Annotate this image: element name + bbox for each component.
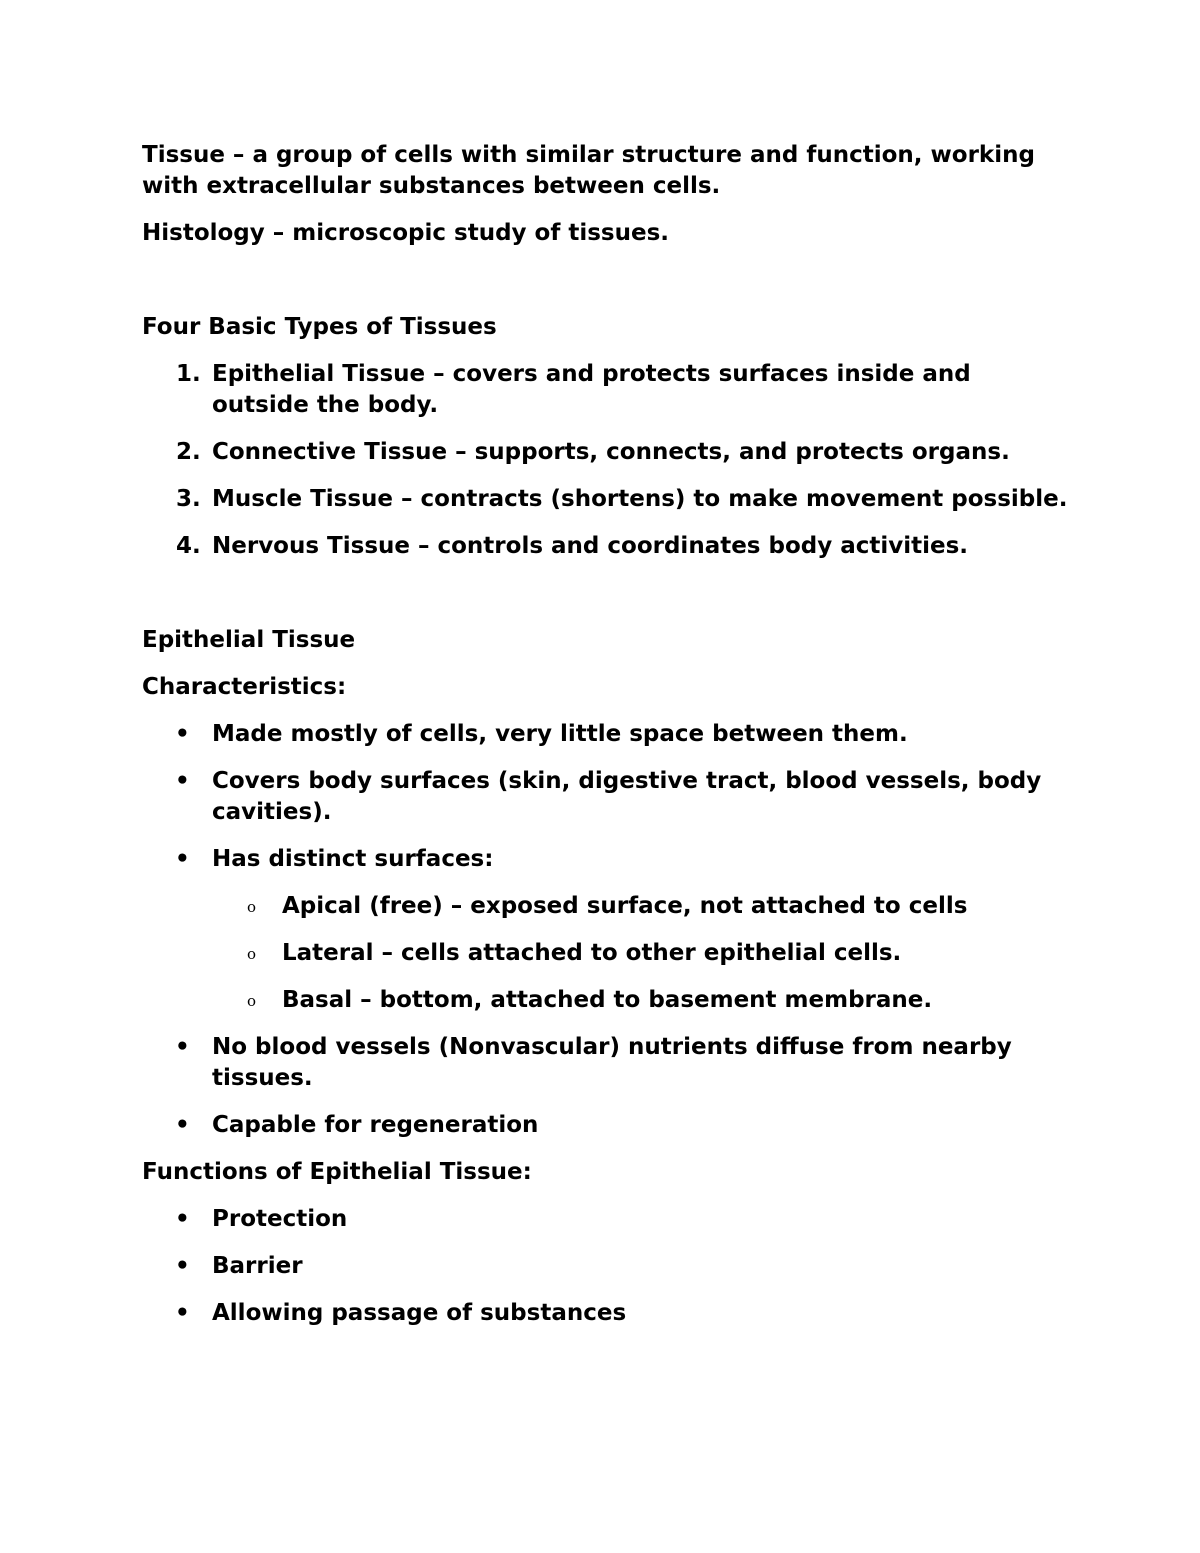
basic-types-list [142, 359, 1072, 562]
list-item-text: Connective Tissue – supports, connects, and protects organs. [212, 439, 1010, 465]
list-number: 1. [176, 361, 201, 387]
list-item-text: Covers body surfaces (skin, digestive tract, blood vessels, body cavities). [212, 768, 1042, 825]
bullet-icon: • [175, 1300, 190, 1326]
sub-list-item-text: Basal – bottom, attached to basement membrane. [282, 987, 933, 1013]
sub-list-item-text: Lateral – cells attached to other epithelial cells. [282, 940, 902, 966]
list-item-text: Barrier [212, 1253, 303, 1279]
bullet-icon: • [175, 846, 190, 872]
list-item [142, 1110, 1072, 1141]
list-number: 3. [176, 486, 201, 512]
histology-definition: Histology – microscopic study of tissues. [142, 220, 670, 246]
tissue-definition: Tissue – a group of cells with similar structure and function, working with extracellular substances between cells. [142, 142, 1035, 199]
list-item-text: Has distinct surfaces: [212, 846, 494, 872]
blank-line [142, 265, 1072, 312]
list-item [142, 484, 1072, 515]
list-item-text: Allowing passage of substances [212, 1300, 627, 1326]
sub-list-item [212, 985, 1072, 1016]
list-item [142, 1251, 1072, 1282]
list-item [142, 844, 1072, 1016]
sub-list-item [212, 891, 1072, 922]
sub-list-item-text: Apical (free) – exposed surface, not attached to cells [282, 893, 968, 919]
list-item [142, 1298, 1072, 1329]
list-item [142, 719, 1072, 750]
bullet-icon: • [175, 1206, 190, 1232]
circle-bullet-icon: o [247, 992, 257, 1010]
list-item [142, 437, 1072, 468]
bullet-icon: • [175, 768, 190, 794]
list-item-text: Epithelial Tissue – covers and protects surfaces inside and outside the body. [212, 361, 971, 418]
list-item-text: No blood vessels (Nonvascular) nutrients diffuse from nearby tissues. [212, 1034, 1012, 1091]
bullet-icon: • [175, 1253, 190, 1279]
functions-list [142, 1204, 1072, 1329]
document-body [142, 140, 1072, 1345]
list-number: 2. [176, 439, 201, 465]
list-item-text: Protection [212, 1206, 348, 1232]
list-item [142, 359, 1072, 421]
epithelial-heading: Epithelial Tissue [142, 627, 356, 653]
list-item [142, 1032, 1072, 1094]
bullet-icon: • [175, 1034, 190, 1060]
basic-types-heading: Four Basic Types of Tissues [142, 314, 497, 340]
list-item [142, 1204, 1072, 1235]
bullet-icon: • [175, 721, 190, 747]
bullet-icon: • [175, 1112, 190, 1138]
list-item-text: Capable for regeneration [212, 1112, 539, 1138]
circle-bullet-icon: o [247, 898, 257, 916]
characteristics-label: Characteristics: [142, 674, 347, 700]
list-item-text: Muscle Tissue – contracts (shortens) to make movement possible. [212, 486, 1068, 512]
functions-label: Functions of Epithelial Tissue: [142, 1159, 532, 1185]
list-item [142, 766, 1072, 828]
list-item [142, 531, 1072, 562]
list-number: 4. [176, 533, 201, 559]
sub-list-item [212, 938, 1072, 969]
surfaces-sublist [212, 891, 1072, 1016]
list-item-text: Made mostly of cells, very little space between them. [212, 721, 908, 747]
list-item-text: Nervous Tissue – controls and coordinates body activities. [212, 533, 969, 559]
circle-bullet-icon: o [247, 945, 257, 963]
characteristics-list [142, 719, 1072, 1141]
blank-line [142, 578, 1072, 625]
